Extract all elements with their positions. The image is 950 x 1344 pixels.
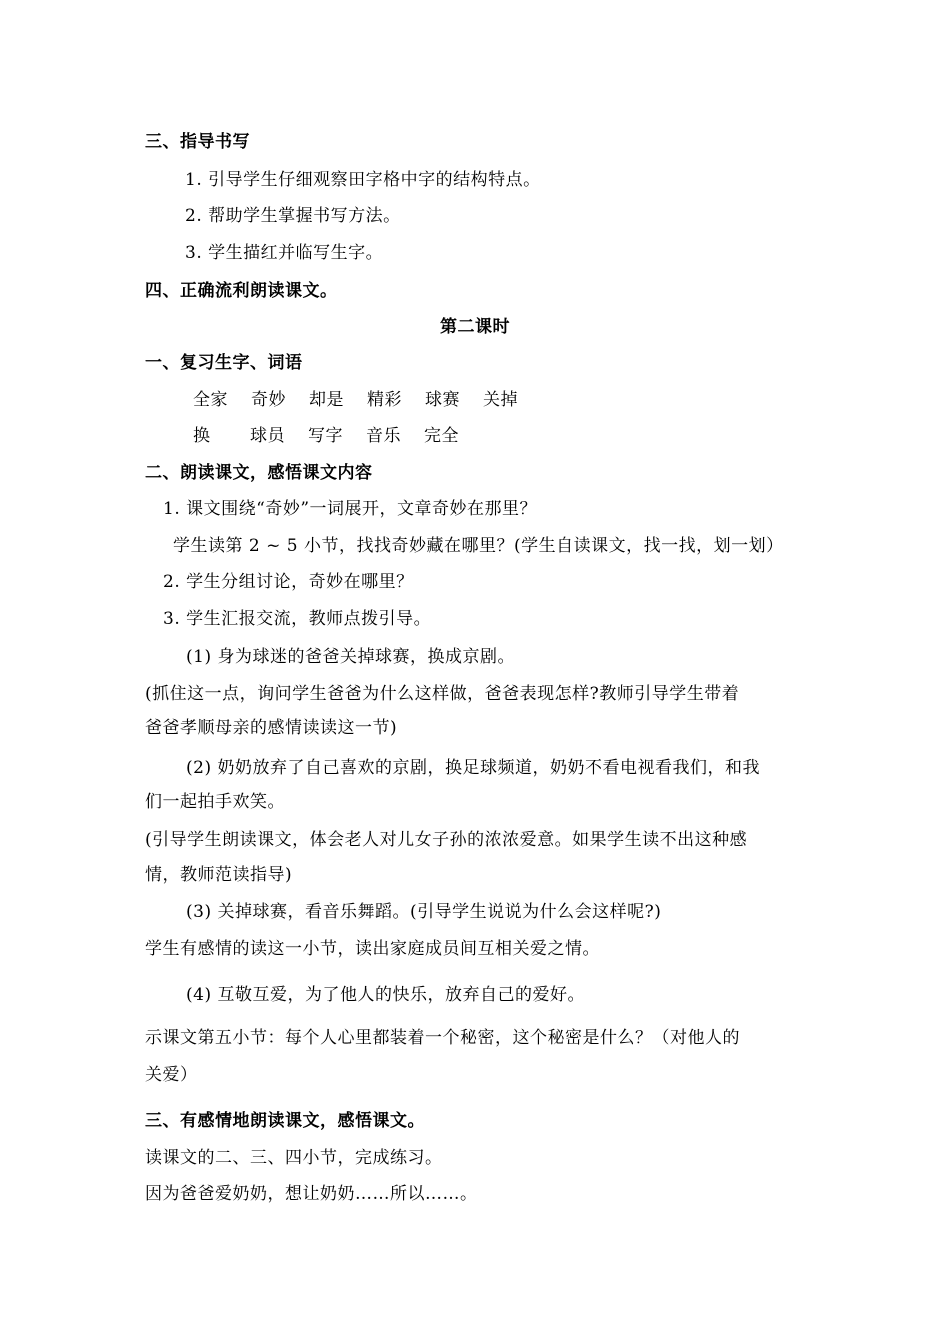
list-item: 3. 学生描红并临写生字。 (185, 243, 384, 263)
section-heading-read-and-feel: 二、朗读课文，感悟课文内容 (145, 463, 373, 483)
point-2-line-1: (2) 奶奶放弃了自己喜欢的京剧，换足球频道，奶奶不看电视看我们，和我 (186, 758, 760, 778)
point-2-note-line-2: 情，教师范读指导) (145, 865, 293, 885)
point-4-note-line-1: 示课文第五小节：每个人心里都装着一个秘密，这个秘密是什么？（对他人的 (145, 1028, 740, 1048)
word-list-row-1 (193, 388, 518, 412)
section-heading-emotional-reading: 三、有感情地朗读课文，感悟课文。 (145, 1111, 425, 1131)
word-item: 奇妙 (251, 390, 286, 410)
point-3-note: 学生有感情的读这一小节，读出家庭成员间互相关爱之情。 (145, 939, 600, 959)
section-heading-read-text: 四、正确流利朗读课文。 (145, 281, 338, 301)
point-4-note-line-2: 关爱） (145, 1065, 198, 1085)
list-item: 1. 引导学生仔细观察田字格中字的结构特点。 (185, 170, 541, 190)
point-4: (4) 互敬互爱，为了他人的快乐，放弃自己的爱好。 (186, 985, 585, 1005)
question-2: 2. 学生分组讨论，奇妙在哪里？ (163, 572, 414, 592)
lesson-title: 第二课时 (440, 317, 510, 337)
word-item: 精彩 (367, 390, 402, 410)
word-item: 音乐 (366, 426, 401, 446)
exercise-instruction: 读课文的二、三、四小节，完成练习。 (145, 1148, 443, 1168)
point-1: (1) 身为球迷的爸爸关掉球赛，换成京剧。 (186, 647, 515, 667)
word-item: 写字 (308, 426, 343, 446)
word-item: 球员 (250, 426, 285, 446)
section-heading-review: 一、复习生字、词语 (145, 353, 303, 373)
exercise-sentence: 因为爸爸爱奶奶，想让奶奶……所以……。 (145, 1184, 478, 1204)
question-1: 1. 课文围绕“奇妙”一词展开，文章奇妙在那里？ (163, 499, 538, 519)
point-1-note-line-1: (抓住这一点，询问学生爸爸为什么这样做，爸爸表现怎样?教师引导学生带着 (145, 684, 740, 704)
word-item: 完全 (424, 426, 459, 446)
point-2-line-2: 们一起拍手欢笑。 (145, 792, 285, 812)
point-3: (3) 关掉球赛，看音乐舞蹈。(引导学生说说为什么会这样呢?) (186, 902, 662, 922)
point-1-note-line-2: 爸爸孝顺母亲的感情读读这一节) (145, 718, 398, 738)
point-2-note-line-1: (引导学生朗读课文，体会老人对儿女子孙的浓浓爱意。如果学生读不出这种感 (145, 830, 748, 850)
section-heading-guide-writing: 三、指导书写 (145, 132, 250, 152)
list-item: 2. 帮助学生掌握书写方法。 (185, 206, 401, 226)
word-list-row-2 (193, 424, 459, 448)
word-item: 球赛 (425, 390, 460, 410)
word-item: 关掉 (483, 390, 518, 410)
word-item: 全家 (193, 390, 228, 410)
question-3: 3. 学生汇报交流，教师点拨引导。 (163, 609, 432, 629)
word-item: 却是 (309, 390, 344, 410)
question-1-note: 学生读第 2 ~ 5 小节，找找奇妙藏在哪里？(学生自读课文，找一找，划一划） (173, 536, 784, 556)
word-item: 换 (193, 426, 211, 446)
